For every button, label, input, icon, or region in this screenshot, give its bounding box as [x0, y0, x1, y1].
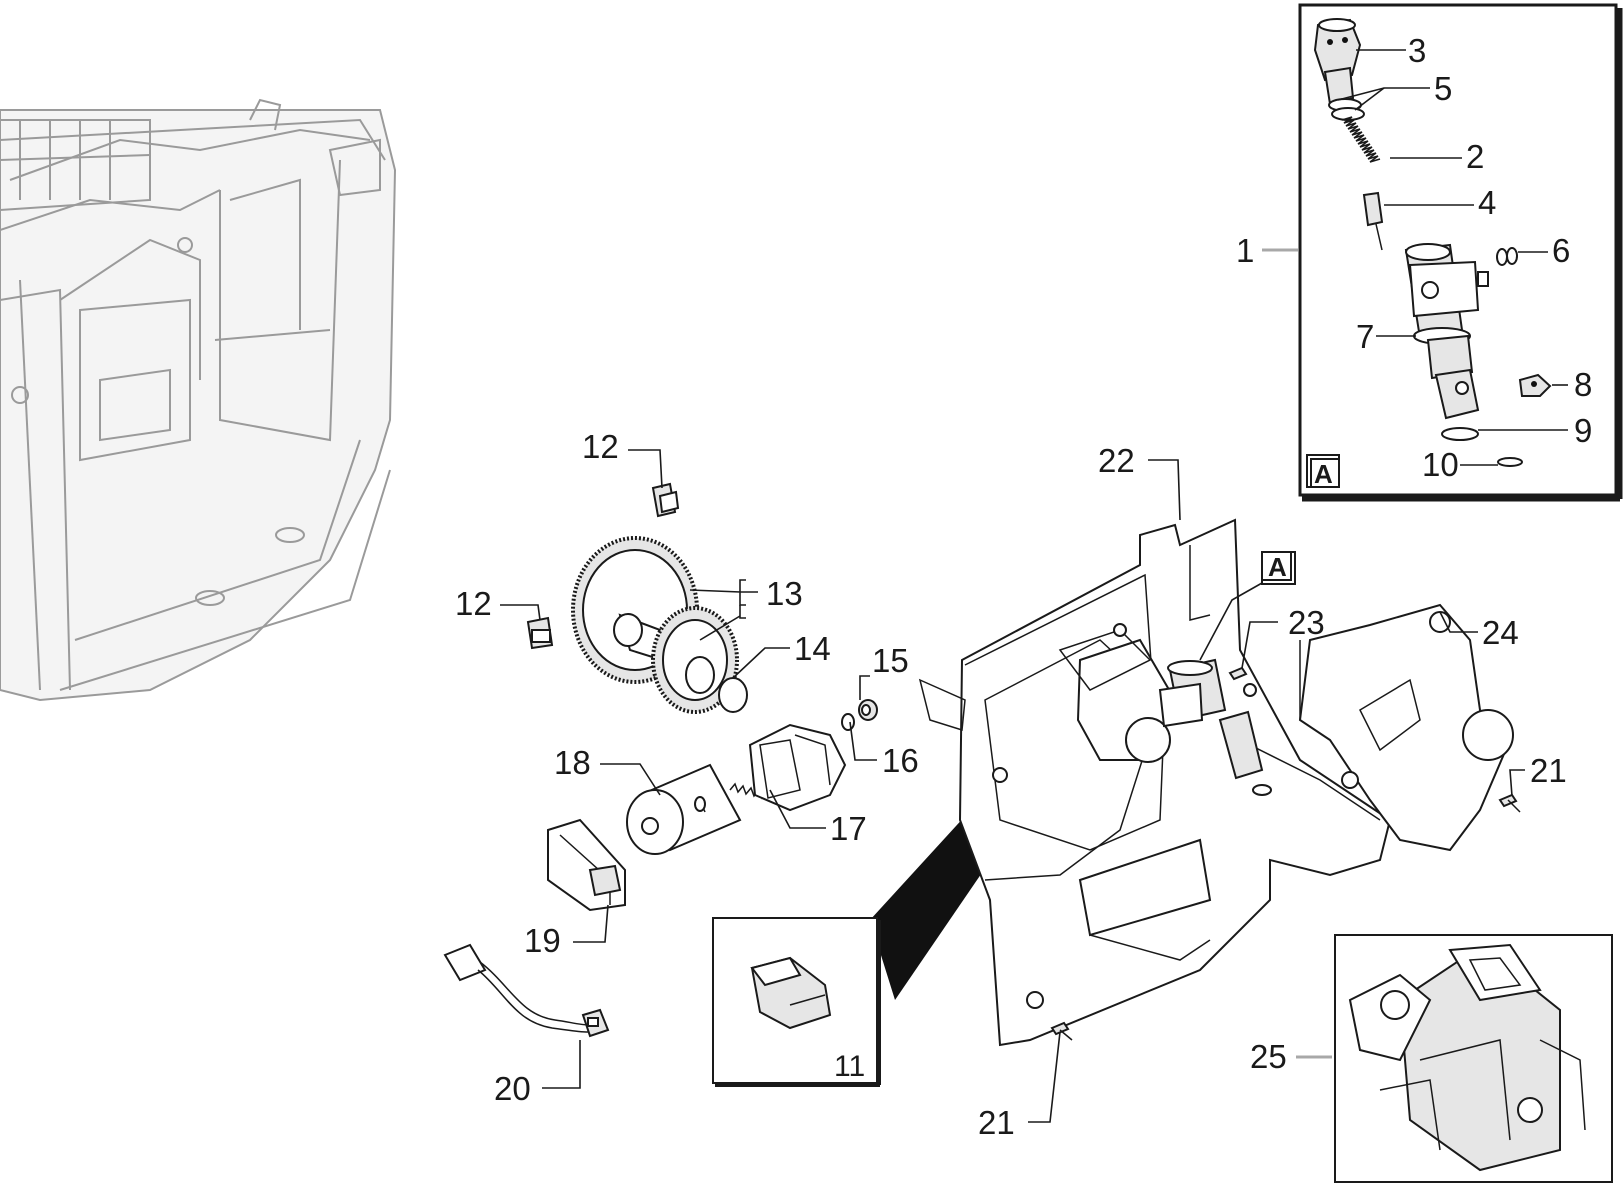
callout-3: 3: [1408, 32, 1427, 69]
callout-10: 10: [1422, 446, 1459, 483]
seals-14-15-16: [719, 678, 877, 730]
callout-12-top: 12: [582, 428, 619, 465]
callout-6: 6: [1552, 232, 1571, 269]
callout-1: 1: [1236, 232, 1255, 269]
callout-17: 17: [830, 810, 867, 847]
callout-13: 13: [766, 575, 803, 612]
callout-9: 9: [1574, 412, 1593, 449]
callout-24: 24: [1482, 614, 1519, 651]
callout-18: 18: [554, 744, 591, 781]
callout-20: 20: [494, 1070, 531, 1107]
gear-assembly-13: [573, 538, 737, 712]
callout-14: 14: [794, 630, 831, 667]
callout-8: 8: [1574, 366, 1593, 403]
reference-box-letter: A: [1268, 552, 1287, 582]
inset-25-assembly: [1296, 935, 1612, 1182]
callout-21-bottom: 21: [978, 1104, 1015, 1141]
callout-15: 15: [872, 642, 909, 679]
callout-23: 23: [1288, 604, 1325, 641]
callout-2: 2: [1466, 138, 1485, 175]
callout-19: 19: [524, 922, 561, 959]
callout-4: 4: [1478, 184, 1497, 221]
reference-box-a: [1262, 552, 1295, 584]
ghosted-machine-housing: [0, 100, 395, 700]
callout-12-left: 12: [455, 585, 492, 622]
callout-22: 22: [1098, 442, 1135, 479]
motor-18-and-mount-17: [627, 725, 845, 854]
callout-5: 5: [1434, 70, 1453, 107]
callout-21-right: 21: [1530, 752, 1567, 789]
callout-7: 7: [1356, 318, 1375, 355]
main-frame-part-22: [920, 520, 1390, 1045]
sensor-bracket-19: [548, 820, 625, 910]
callout-25: 25: [1250, 1038, 1287, 1075]
callout-16: 16: [882, 742, 919, 779]
callout-11: 11: [834, 1050, 866, 1083]
inset-box-letter: A: [1314, 459, 1333, 489]
